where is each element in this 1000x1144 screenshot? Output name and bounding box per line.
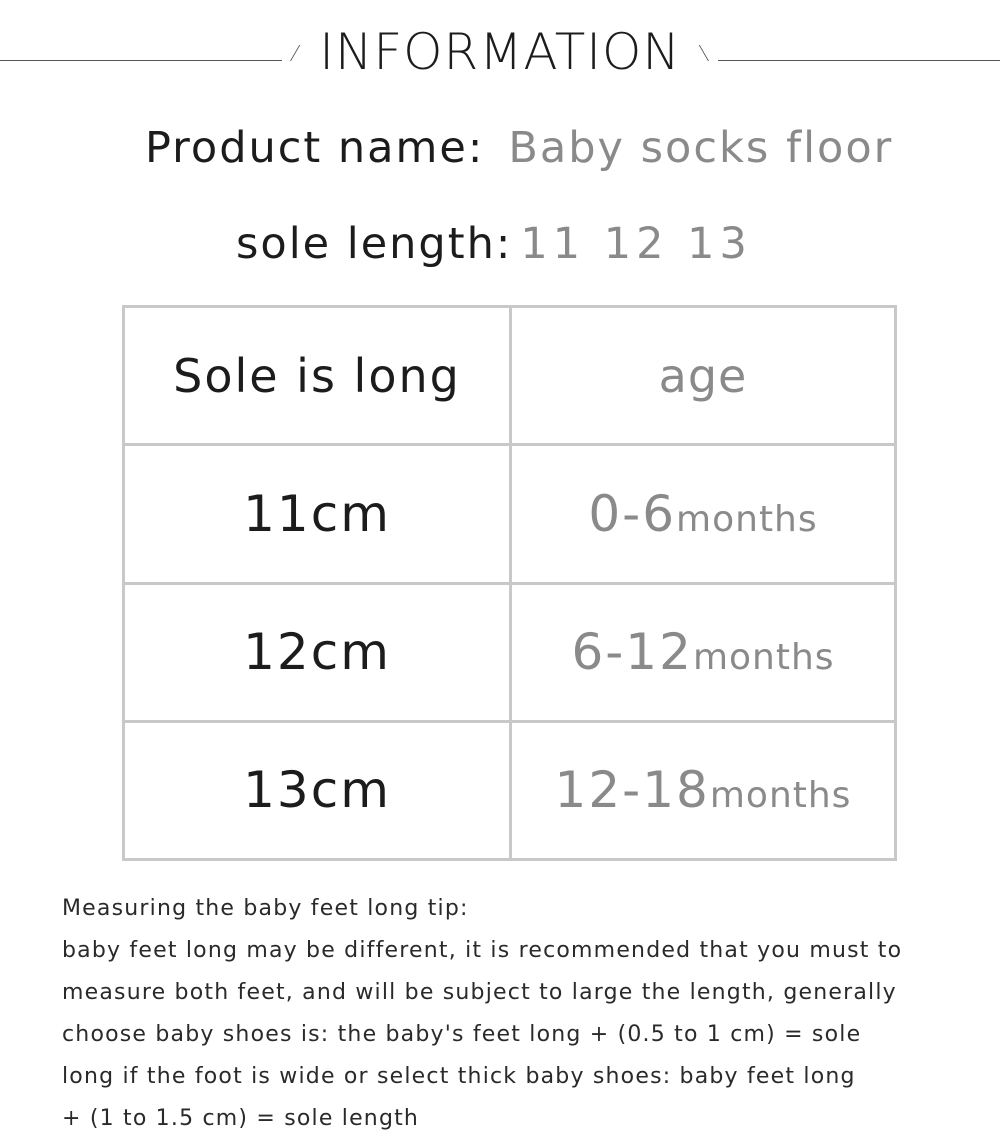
table-header-age: age	[511, 307, 896, 445]
product-name-label: Product name:	[145, 123, 485, 173]
size-chart-table	[122, 305, 897, 861]
table-cell-age	[511, 721, 896, 859]
table-cell-size: 12cm	[124, 583, 511, 721]
tip-line: measure both feet, and will be subject to large the length, generally	[62, 980, 897, 1005]
sole-length-row	[236, 214, 752, 283]
age-range: 0-6	[588, 484, 677, 543]
information-header	[0, 0, 1000, 110]
table-row	[124, 721, 896, 859]
tip-line: + (1 to 1.5 cm) = sole length	[62, 1106, 420, 1131]
table-cell-age	[511, 445, 896, 583]
tip-line: baby feet long may be different, it is recommended that you must to	[62, 938, 903, 963]
page-title: INFORMATION	[319, 23, 681, 81]
sole-length-label: sole length:	[236, 219, 513, 269]
tip-line: long if the foot is wide or select thick baby shoes: baby feet long	[62, 1064, 856, 1089]
product-name-value: Baby socks floor	[508, 123, 894, 173]
table-header-sole: Sole is long	[124, 307, 511, 445]
table-cell-size: 11cm	[124, 445, 511, 583]
age-range: 12-18	[554, 761, 710, 820]
age-range: 6-12	[571, 623, 693, 682]
age-unit: months	[709, 775, 852, 817]
product-name-row	[145, 118, 893, 187]
table-header-row	[124, 307, 896, 445]
measuring-tip	[62, 888, 962, 1140]
table-cell-size: 13cm	[124, 721, 511, 859]
table-row	[124, 445, 896, 583]
age-unit: months	[676, 498, 818, 540]
sole-length-value: 11 12 13	[520, 219, 752, 269]
tip-line: choose baby shoes is: the baby's feet long + (0.5 to 1 cm) = sole	[62, 1022, 862, 1047]
table-row	[124, 583, 896, 721]
table-cell-age	[511, 583, 896, 721]
age-unit: months	[692, 637, 835, 679]
tip-heading: Measuring the baby feet long tip:	[62, 896, 469, 921]
header-divider-right	[718, 60, 1000, 61]
